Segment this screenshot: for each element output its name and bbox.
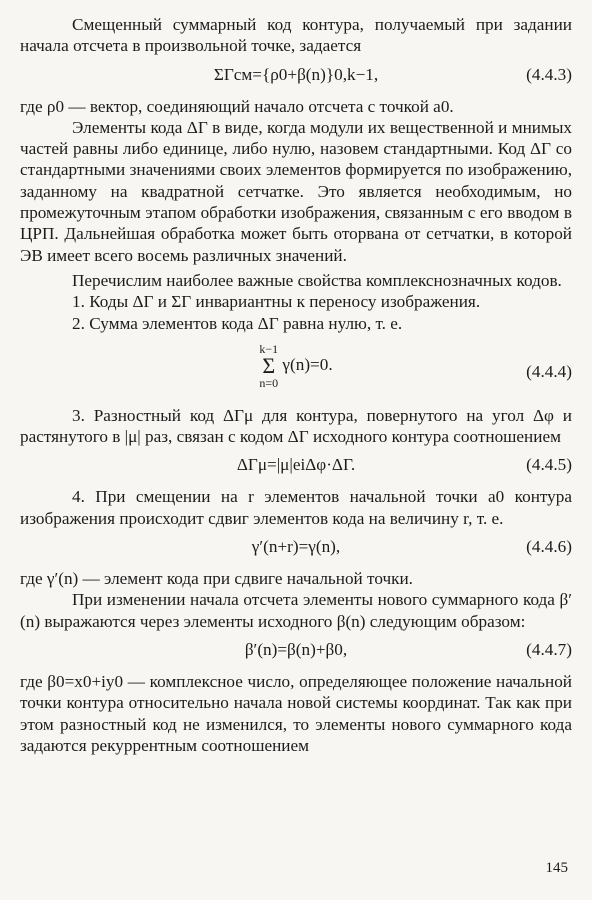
paragraph-beta0-definition: где β0=x0+iy0 — комплексное число, определяющее положение начальной точки контура относительно начала новой системы координат. Так как при этом разностный код не изменился, то элементы нового суммарного кода задаются рекуррентным соотношением: [20, 671, 572, 755]
equation-4-4-3: [20, 62, 572, 90]
equation-4-4-7: [20, 637, 572, 665]
paragraph-intro: Смещенный суммарный код контура, получаемый при задании начала отсчета в произвольной точке, задается: [20, 15, 572, 56]
equation-number: (4.4.3): [526, 64, 572, 84]
sum-upper-limit: k−1: [259, 341, 279, 356]
equation-number: (4.4.4): [526, 361, 572, 381]
property-2: 2. Сумма элементов кода ΔΓ равна нулю, т. е.: [72, 313, 403, 333]
sigma-glyph: Σ: [262, 352, 276, 378]
paragraph-properties-intro: Перечислим наиболее важные свойства комплекснозначных кодов.: [72, 270, 562, 290]
equation-formula: γ(n)=0.: [282, 354, 333, 374]
property-4: 4. При смещении на r элементов начальной точки a0 контура изображения происходит сдвиг элементов кода на величину r, т. е.: [20, 487, 572, 528]
property-1: 1. Коды ΔΓ и ΣΓ инвариантны к переносу изображения.: [72, 292, 481, 312]
paragraph-rho-definition: где ρ0 — вектор, соединяющий начало отсчета с точкой a0.: [20, 96, 454, 116]
equation-4-4-6: [20, 534, 572, 562]
page-body: [20, 14, 572, 756]
paragraph-gamma-shift: где γ′(n) — элемент кода при сдвиге начальной точки.: [20, 569, 413, 589]
paragraph-origin-change: При изменении начала отсчета элементы нового суммарного кода β′(n) выражаются через элементы исходного β(n) следующим образом:: [20, 590, 572, 631]
equation-number: (4.4.5): [526, 455, 572, 475]
equation-formula: β′(n)=β(n)+β0,: [244, 639, 348, 659]
property-3: 3. Разностный код ΔΓμ для контура, повернутого на угол Δφ и растянутого в |μ| раз, связан с кодом ΔΓ исходного контура соотношением: [20, 405, 572, 447]
equation-4-4-4: [20, 339, 572, 399]
equation-number: (4.4.7): [526, 639, 572, 659]
equation-formula: γ′(n+r)=γ(n),: [251, 537, 341, 557]
equation-formula: ΣΓсм={ρ0+β(n)}0,k−1,: [213, 64, 379, 84]
paragraph-standard-codes: Элементы кода ΔΓ в виде, когда модули их вещественной и мнимых частей равны либо единице, либо нулю, назовем стандартными. Код ΔΓ со стандартными значениями своих элементов формируется по изображению, заданному на квадратной сетчатке. Это является необходимым, но промежуточным этапом обработки изображения, связанным с его вводом в ЦРП. Дальнейшая обработка может быть оторвана от сетчатки, в которой ЭВ имеет всего восемь различных значений.: [20, 117, 572, 265]
equation-number: (4.4.6): [526, 537, 572, 557]
equation-formula: ΔΓμ=|μ|eiΔφ·ΔΓ.: [236, 455, 356, 475]
equation-4-4-5: [20, 452, 572, 480]
sum-lower-limit: n=0: [259, 375, 279, 390]
page-number: 145: [545, 860, 568, 876]
sum-symbol: [259, 343, 278, 389]
